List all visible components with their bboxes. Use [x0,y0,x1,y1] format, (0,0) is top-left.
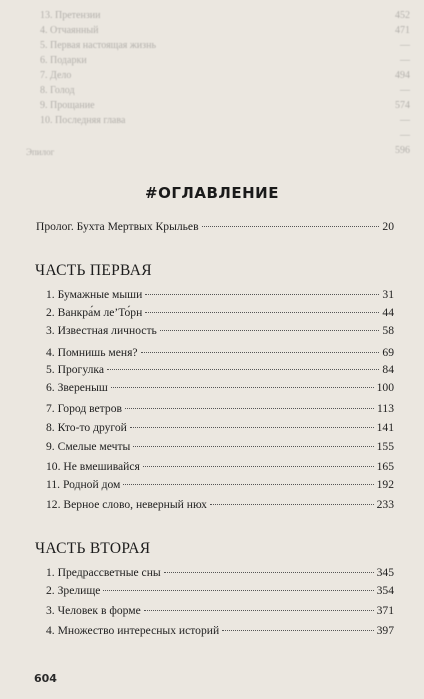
toc-entry[interactable] [46,566,394,586]
toc-entry-title: 1. Бумажные мыши [46,288,143,301]
dot-leader [107,369,379,370]
toc-entry-title: 12. Верное слово, неверный нюх [46,498,207,511]
bleed-line: 9. Прощание 574 [40,100,410,111]
toc-heading: #ОГЛАВЛЕНИЕ [145,184,279,202]
toc-entry-page: 58 [382,324,394,337]
dot-leader [210,504,374,505]
toc-entry[interactable] [46,324,394,344]
dot-leader [222,630,373,631]
bleed-line: 4. Отчаянный 471 [40,25,410,36]
toc-entry-page: 233 [376,498,394,511]
toc-entry[interactable] [46,498,394,518]
toc-entry-page: 371 [376,604,394,617]
toc-entry[interactable] [46,584,394,604]
page-number: 604 [34,672,57,685]
toc-entry-title: 8. Кто-то другой [46,421,127,434]
toc-entry-page: 44 [382,306,394,319]
toc-entry[interactable] [46,421,394,441]
toc-entry-title: 6. Звереныш [46,381,108,394]
toc-entry-page: 345 [376,566,394,579]
toc-entry-title: 11. Родной дом [46,478,121,491]
toc-entry[interactable] [46,604,394,624]
part-two-title: ЧАСТЬ ВТОРАЯ [35,540,151,557]
bleed-line: 13. Претензии 452 [40,10,410,21]
toc-entry[interactable] [46,306,394,326]
toc-entry-page: 165 [376,460,394,473]
toc-entry[interactable] [46,460,394,480]
toc-entry-page: 354 [376,584,394,597]
toc-entry-title: 3. Человек в форме [46,604,141,617]
bleed-line: 6. Подарки — [40,55,410,66]
bleed-line: 7. Дело 494 [40,70,410,81]
dot-leader [111,387,374,388]
toc-entry-title: 4. Множество интересных историй [46,624,220,637]
toc-entry-title: 3. Известная личность [46,324,157,337]
toc-entry-page: 31 [382,288,394,301]
toc-entry[interactable] [46,440,394,460]
toc-entry-title: 2. Ванкра́м ле’То́рн [46,306,143,319]
toc-entry-title: 7. Город ветров [46,402,122,415]
toc-entry-page: 20 [382,220,394,233]
toc-entry[interactable] [46,478,394,498]
bleed-line: 8. Голод — [40,85,410,96]
toc-entry-title: 9. Смелые мечты [46,440,131,453]
toc-entry-page: 113 [377,402,394,415]
dot-leader [143,466,374,467]
toc-entry-page: 84 [382,363,394,376]
toc-entry-title: 1. Предрассветные сны [46,566,161,579]
dot-leader [103,590,373,591]
dot-leader [141,352,380,353]
dot-leader [123,484,373,485]
toc-entry[interactable] [46,624,394,644]
toc-entry-page: 192 [376,478,394,491]
toc-entry-page: 397 [376,624,394,637]
dot-leader [130,427,374,428]
toc-entry-title: 10. Не вмешивайся [46,460,140,473]
dot-leader [202,226,380,227]
toc-entry[interactable] [46,363,394,383]
toc-entry-prologue[interactable] [36,220,394,240]
toc-entry-title: 5. Прогулка [46,363,104,376]
toc-entry-page: 141 [376,421,394,434]
part-one-title: ЧАСТЬ ПЕРВАЯ [35,262,152,279]
toc-entry[interactable] [46,402,394,422]
bleed-line: 5. Первая настоящая жизнь — [40,40,410,51]
toc-entry-title: Пролог. Бухта Мертвых Крыльев [36,220,199,233]
dot-leader [133,446,373,447]
toc-entry-title: 2. Зрелище [46,584,101,597]
bleed-through-text [26,8,410,158]
toc-entry-page: 100 [376,381,394,394]
dot-leader [144,610,374,611]
toc-entry[interactable] [46,381,394,401]
dot-leader [160,330,380,331]
toc-entry-page: 69 [382,346,394,359]
dot-leader [164,572,374,573]
bleed-line: — [400,130,410,141]
dot-leader [145,294,379,295]
dot-leader [145,312,379,313]
bleed-line: 10. Последняя глава — [40,115,410,126]
toc-entry-page: 155 [376,440,394,453]
toc-entry-title: 4. Помнишь меня? [46,346,138,359]
dot-leader [125,408,374,409]
toc-entry[interactable] [46,288,394,308]
bleed-line: Эпилог 596 [26,145,410,157]
